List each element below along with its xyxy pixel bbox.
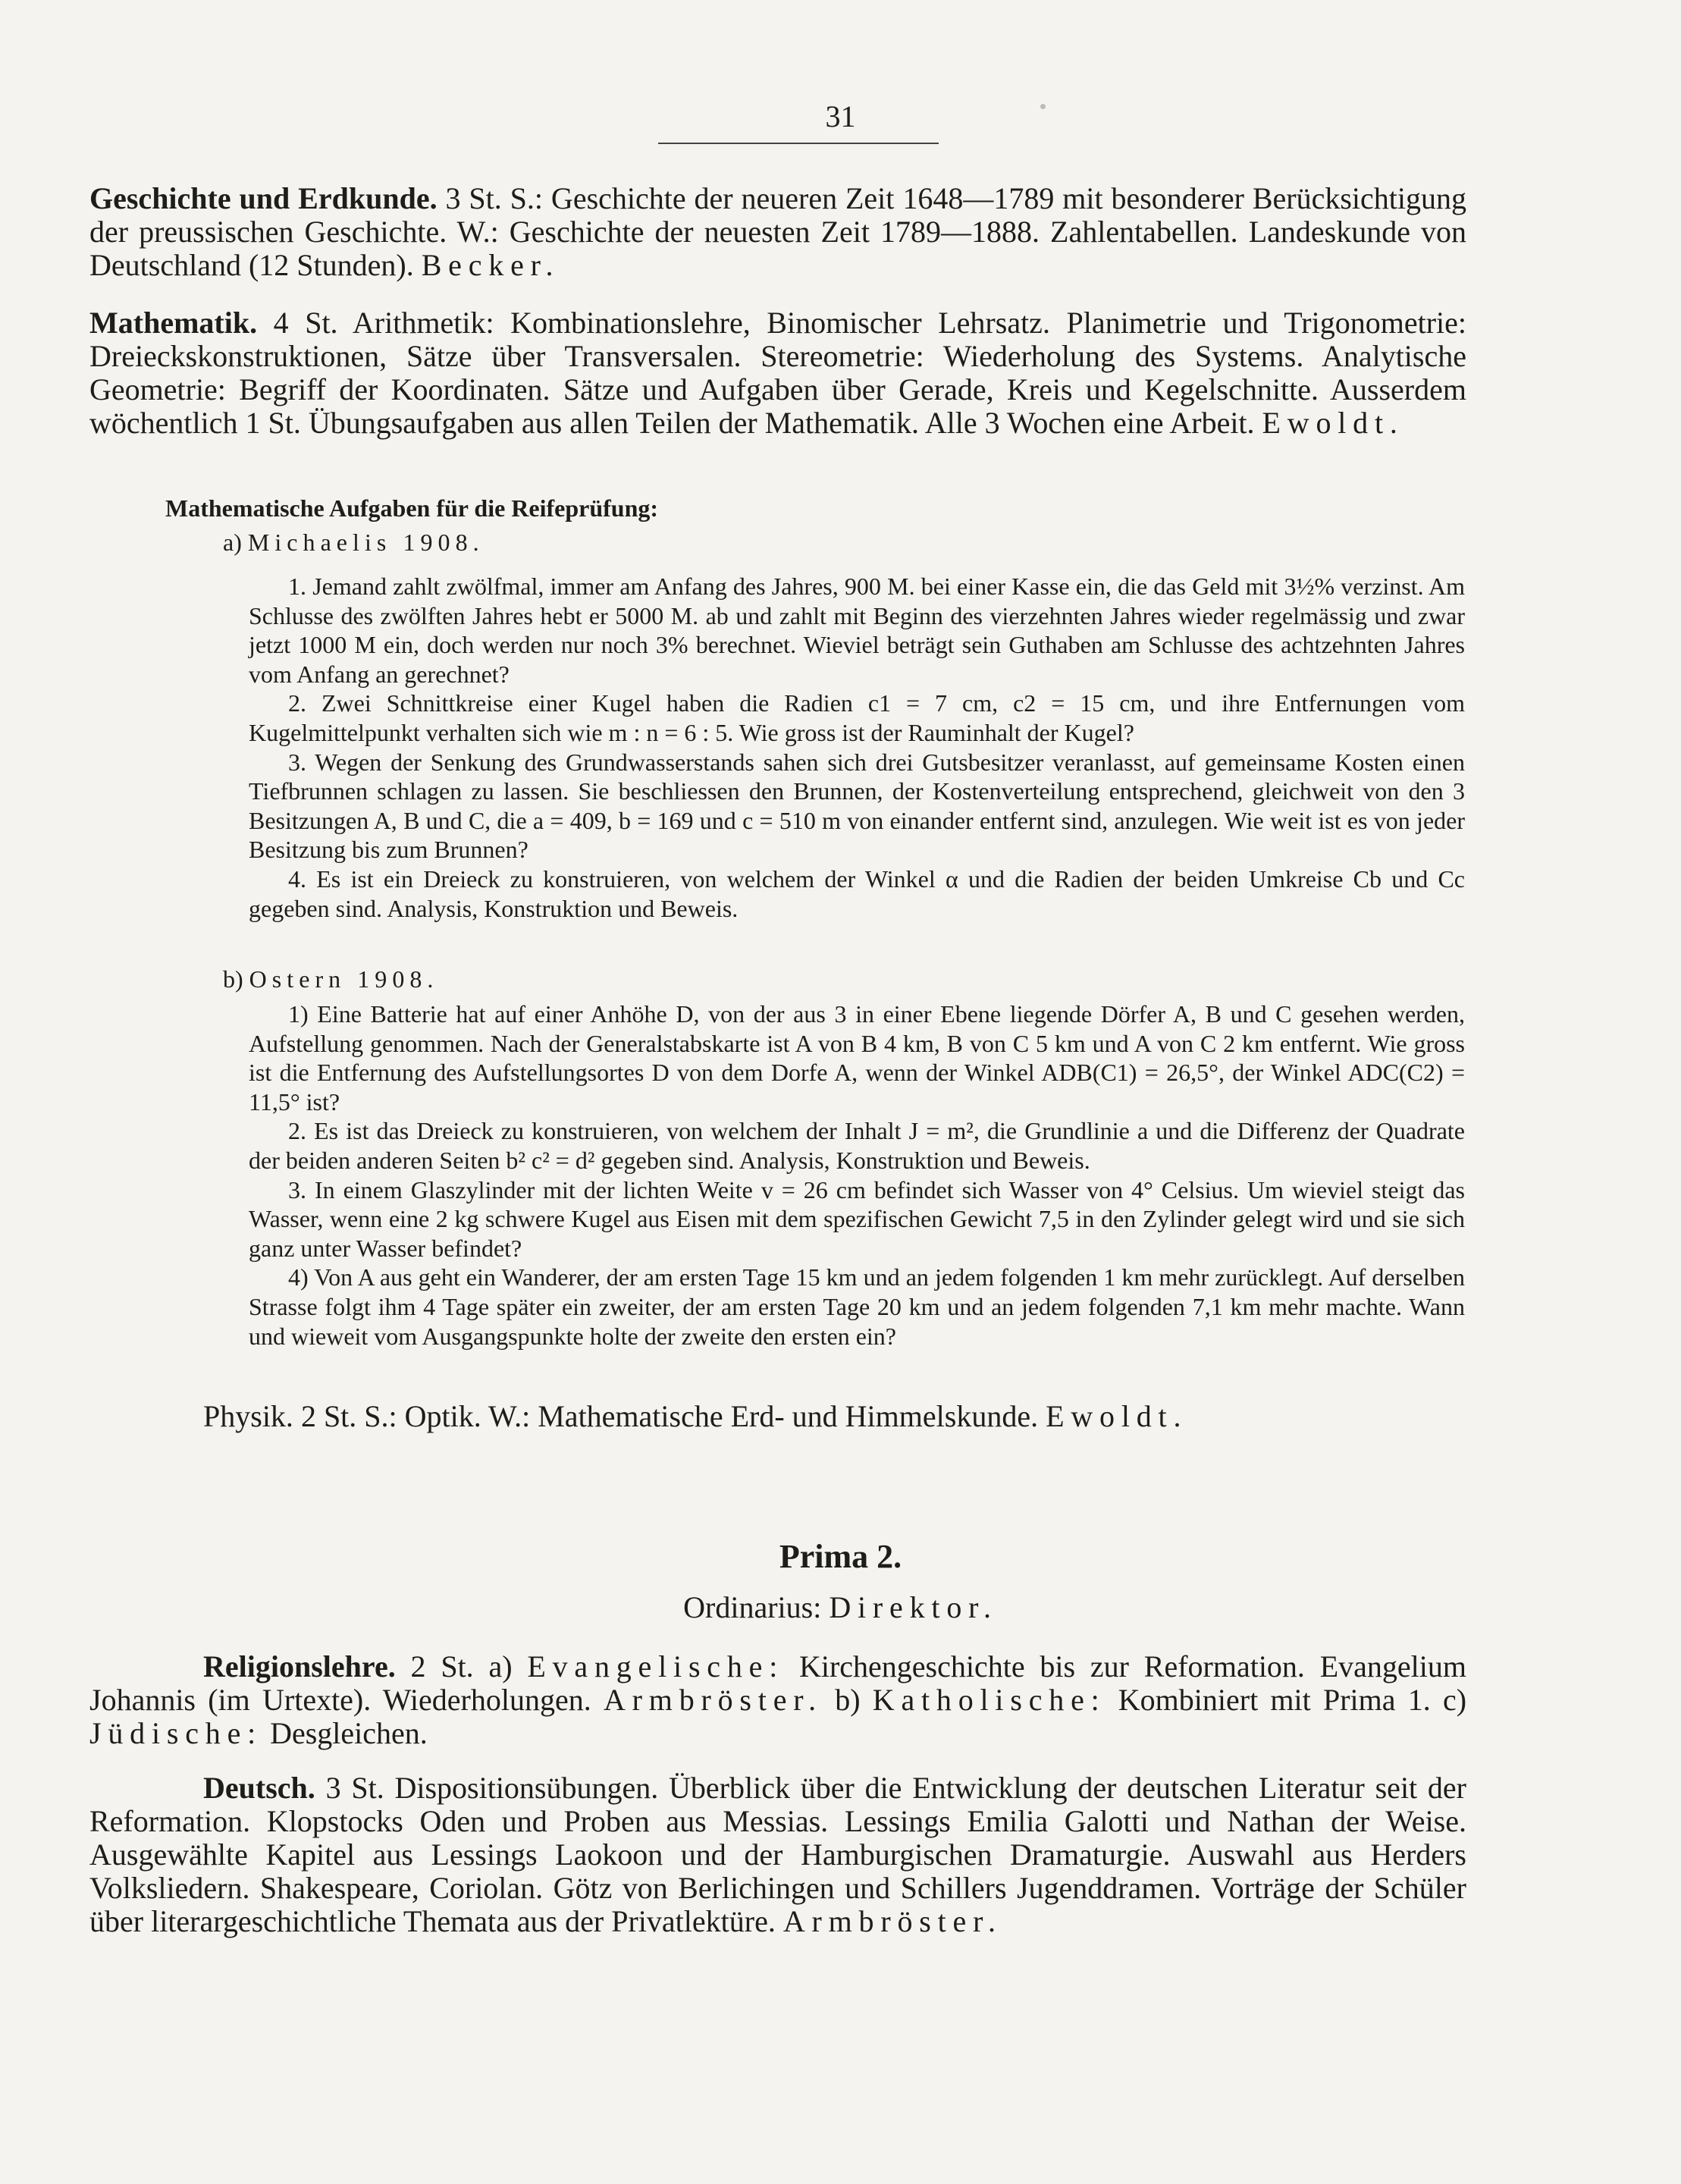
aufgabe-b-1: 1) Eine Batterie hat auf einer Anhöhe D, von der aus 3 in einer Ebene liegende Dörfer A, B und C gesehen werden, Aufstellung genommen. Nach der Generalstabskarte ist A von B 4 km, B von C 5 km und A von C 2 km entfernt. Wie gross ist die Entfernung des Aufstellungsortes D von dem Dorfe A, wenn der Winkel ADB(C1) = 26,5°, der Winkel ADC(C2) = 11,5° ist?: [249, 1000, 1465, 1116]
physik-teacher: Ewoldt.: [1046, 1399, 1188, 1433]
religion-text3: b): [835, 1683, 861, 1717]
aufgaben-a-list: [249, 572, 1465, 923]
section-religion: [89, 1650, 1466, 1750]
geschichte-hours: 3 St.: [445, 181, 502, 215]
religion-teacher: Armbröster.: [603, 1683, 823, 1717]
religion-text1: 2 St. a): [410, 1649, 513, 1684]
religion-text4: Kombiniert mit Prima 1. c): [1118, 1683, 1467, 1717]
section-deutsch: [89, 1771, 1466, 1938]
mathematik-teacher: Ewoldt.: [1262, 406, 1404, 440]
deutsch-heading: Deutsch.: [203, 1771, 315, 1805]
religion-katholisch: Katholische:: [872, 1683, 1106, 1717]
religion-evangelisch: Evangelische:: [527, 1649, 785, 1684]
ordinarius-label: Ordinarius:: [683, 1590, 822, 1624]
geschichte-teacher: Becker.: [421, 248, 560, 282]
aufgaben-b-title: [223, 965, 1466, 994]
page-number-rule: [658, 143, 939, 144]
aufgaben-a-title: [223, 528, 1466, 557]
religion-juedisch: Jüdische:: [89, 1716, 263, 1750]
religion-text5: Desgleichen.: [270, 1716, 428, 1750]
physik-heading: Physik.: [203, 1399, 293, 1433]
aufgabe-a-1: 1. Jemand zahlt zwölfmal, immer am Anfang des Jahres, 900 M. bei einer Kasse ein, die das Geld mit 3½% verzinst. Am Schlusse des zwölften Jahres hebt er 5000 M. ab und zahlt mit Beginn des vierzehnten Jahres wieder regelmässig und zwar jetzt 1000 M ein, doch werden nur noch 3% berechnet. Wieviel beträgt sein Guthaben am Schlusse des achtzehnten Jahres vom Anfang an gerechnet?: [249, 573, 1465, 688]
aufgabe-b-3: 3. In einem Glaszylinder mit der lichten Weite v = 26 cm befindet sich Wasser von 4° Celsius. Um wieviel steigt das Wasser, wenn eine 2 kg schwere Kugel aus Eisen mit dem spezifischen Gewicht 7,5 in den Zylinder gelegt wird und sie sich ganz unter Wasser befindet?: [249, 1175, 1465, 1262]
speck-mark: [1040, 104, 1046, 109]
deutsch-text: 3 St. Dispositionsübungen. Überblick über die Entwicklung der deutschen Literatur seit der Reformation. Klopstocks Oden und Proben aus Messias. Lessings Emilia Galotti und Nathan der Weise. Ausgewählte Kapitel aus Lessings Laokoon und der Hamburgischen Dramaturgie. Auswahl aus Herders Volksliedern. Shakespeare, Coriolan. Götz von Berlichingen und Schillers Jugenddramen. Vorträge der Schüler über literargeschichtliche Themata aus der Privatlektüre.: [89, 1771, 1467, 1938]
mathematik-text: Arithmetik: Kombinationslehre, Binomischer Lehrsatz. Planimetrie und Trigonometrie: Dreieckskonstruktionen, Sätze über Transversalen. Stereometrie: Wiederholung des Systems. Analytische Geometrie: Begriff der Koordinaten. Sätze und Aufgaben über Gerade, Kreis und Kegelschnitte. Ausserdem wöchentlich 1 St. Übungsaufgaben aus allen Teilen der Mathematik. Alle 3 Wochen eine Arbeit.: [89, 306, 1467, 440]
aufgabe-a-3: 3. Wegen der Senkung des Grundwasserstands sahen sich drei Gutsbesitzer veranlasst, auf gemeinsame Kosten einen Tiefbrunnen schlagen zu lassen. Sie beschliessen den Brunnen, der Kostenverteilung entsprechend, gleichweit von den 3 Besitzungen A, B und C, die a = 409, b = 169 und c = 510 m von einander entfernt sind, anzulegen. Wie weit ist es von jeder Besitzung bis zum Brunnen?: [249, 748, 1465, 864]
physik-text: 2 St. S.: Optik. W.: Mathematische Erd- und Himmelskunde.: [300, 1399, 1039, 1433]
geschichte-heading: Geschichte und Erdkunde.: [89, 181, 437, 215]
ordinarius-line: [0, 1591, 1681, 1624]
aufgabe-a-2: 2. Zwei Schnittkreise einer Kugel haben die Radien c1 = 7 cm, c2 = 15 cm, und ihre Entfernungen vom Kugelmittelpunkt verhalten sich wie m : n = 6 : 5. Wie gross ist der Rauminhalt der Kugel?: [249, 689, 1465, 746]
aufgaben-b-title-text: Ostern 1908.: [249, 965, 439, 993]
religion-text2: Kirchengeschichte bis zur Reformation. Evangelium Johannis (im Urtexte). Wiederholungen.: [89, 1649, 1467, 1717]
page-number: 31: [825, 99, 856, 133]
deutsch-teacher: Armbröster.: [782, 1904, 1002, 1938]
aufgabe-b-4: 4) Von A aus geht ein Wanderer, der am ersten Tage 15 km und an jedem folgenden 1 km mehr zurücklegt. Auf derselben Strasse folgt ihm 4 Tage später ein zweiter, der am ersten Tage 20 km und an jedem folgenden 7,1 km mehr machte. Wann und wieweit vom Ausgangspunkte holte der zweite den ersten ein?: [249, 1263, 1465, 1350]
aufgabe-a-4: 4. Es ist ein Dreieck zu konstruieren, von welchem der Winkel α und die Radien der beiden Umkreise Cb und Cc gegeben sind. Analysis, Konstruktion und Beweis.: [249, 864, 1465, 922]
religion-heading: Religionslehre.: [203, 1649, 396, 1684]
aufgaben-a-label: a): [223, 529, 242, 556]
mathematik-hours: 4 St.: [273, 306, 338, 340]
aufgabe-b-2: 2. Es ist das Dreieck zu konstruieren, von welchem der Inhalt J = m², die Grundlinie a und die Differenz der Quadrate der beiden anderen Seiten b² c² = d² gegeben sind. Analysis, Konstruktion und Beweis.: [249, 1117, 1465, 1174]
geschichte-text: S.: Geschichte der neueren Zeit 1648—1789 mit besonderer Berücksichtigung der preussischen Geschichte. W.: Geschichte der neuesten Zeit 1789—1888. Zahlentabellen. Landeskunde von Deutschland (12 Stunden).: [89, 181, 1467, 282]
section-mathematik: [89, 306, 1466, 440]
aufgaben-b-list: [249, 999, 1465, 1351]
aufgaben-heading: Mathematische Aufgaben für die Reifeprüfung:: [165, 494, 659, 522]
ordinarius-name: Direktor.: [829, 1590, 998, 1624]
mathematik-heading: Mathematik.: [89, 306, 258, 340]
prima-header: [0, 1538, 1681, 1576]
section-physik: [203, 1400, 1466, 1433]
aufgaben-b-label: b): [223, 965, 243, 993]
aufgaben-a-title-text: Michaelis 1908.: [247, 529, 485, 556]
section-aufgaben: [165, 493, 1466, 523]
section-geschichte: [89, 182, 1466, 282]
prima-title: Prima 2.: [779, 1538, 902, 1575]
